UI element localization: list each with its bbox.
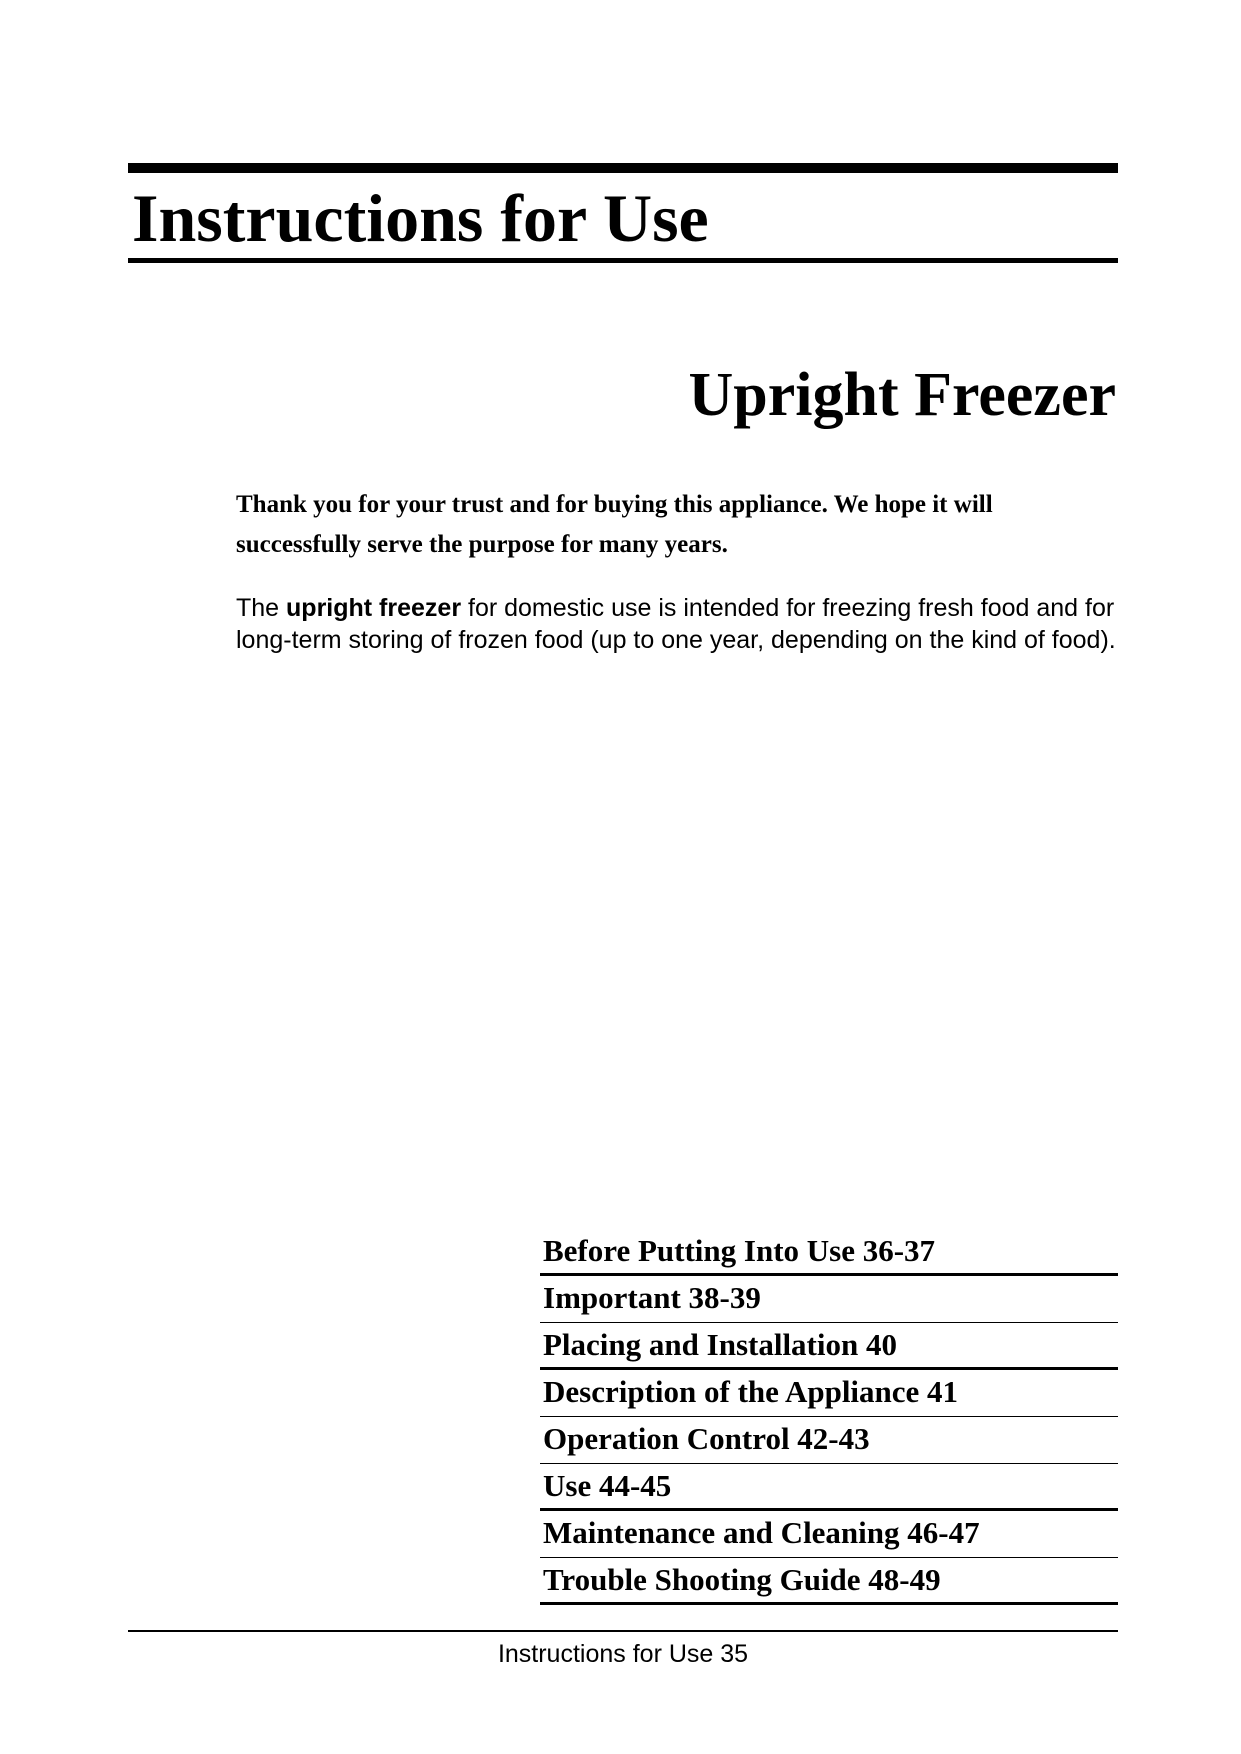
toc-item[interactable]: Maintenance and Cleaning 46-47	[540, 1511, 1118, 1558]
toc-item[interactable]: Operation Control 42-43	[540, 1417, 1118, 1464]
footer-rule	[128, 1630, 1118, 1632]
toc-item[interactable]: Use 44-45	[540, 1464, 1118, 1511]
page-footer: Instructions for Use 35	[497, 1640, 749, 1668]
intro-text-after: for domestic use is intended for freezing fresh food and for long-term storing of frozen food (up to one year, depending on the kind of food).	[236, 594, 1116, 654]
table-of-contents	[540, 1229, 1118, 1605]
intro-text-before: The	[236, 594, 287, 622]
title-rule	[128, 258, 1118, 263]
toc-item[interactable]: Placing and Installation 40	[540, 1323, 1118, 1370]
toc-item[interactable]: Before Putting Into Use 36-37	[540, 1229, 1118, 1276]
toc-item[interactable]: Trouble Shooting Guide 48-49	[540, 1558, 1118, 1605]
top-rule	[128, 163, 1118, 173]
intro-paragraph	[236, 592, 1116, 656]
thanks-paragraph: Thank you for your trust and for buying this appliance. We hope it will successfully serve the purpose for many years.	[236, 491, 993, 558]
product-subtitle: Upright Freezer	[688, 361, 1116, 429]
toc-item[interactable]: Description of the Appliance 41	[540, 1370, 1118, 1417]
page-title: Instructions for Use	[132, 180, 709, 256]
toc-item[interactable]: Important 38-39	[540, 1276, 1118, 1323]
intro-text-bold: upright freezer	[286, 594, 462, 622]
